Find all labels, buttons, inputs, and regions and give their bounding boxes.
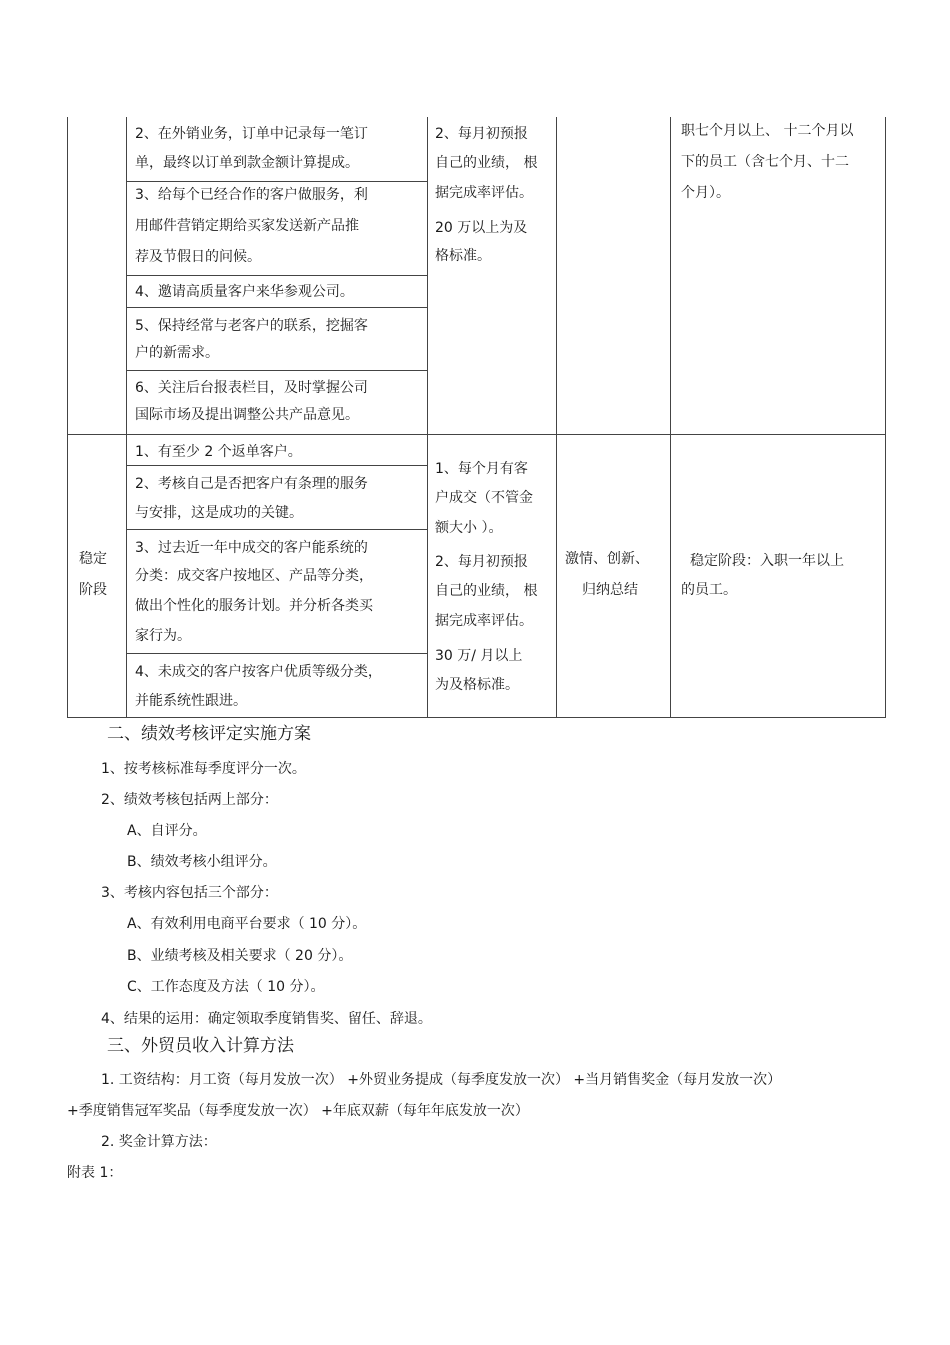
stable-standard-line6: 据完成率评估。 xyxy=(435,613,533,629)
row-line xyxy=(126,653,427,654)
stable-standard-line2: 户成交（不管金 xyxy=(435,490,533,506)
bonus-method: 2. 奖金计算方法： xyxy=(101,1134,217,1150)
section2-item: B、业绩考核及相关要求（ 20 分）。 xyxy=(127,948,353,964)
upper-standard-line1: 2、每月初预报 xyxy=(435,126,528,142)
section2-item: 4、结果的运用：确定领取季度销售奖、留任、辞退。 xyxy=(101,1011,432,1027)
row-line xyxy=(126,307,427,308)
stable-standard-line3: 额大小 ）。 xyxy=(435,520,503,536)
upper-period-line1: 职七个月以上、 十二个月以 xyxy=(681,123,854,139)
task-3-line2: 用邮件营销定期给买家发送新产品推 xyxy=(135,218,359,234)
upper-standard-line4: 20 万以上为及 xyxy=(435,220,528,236)
stable-standard-line8: 为及格标准。 xyxy=(435,677,519,693)
stable-task-2-line1: 2、考核自己是否把客户有条理的服务 xyxy=(135,476,368,492)
section2-item: 2、绩效考核包括两上部分： xyxy=(101,792,278,808)
task-4: 4、邀请高质量客户来华参观公司。 xyxy=(135,284,354,300)
task-6-line2: 国际市场及提出调整公共产品意见。 xyxy=(135,407,359,423)
upper-period-line2: 下的员工（含七个月、十二 xyxy=(681,154,849,170)
section2-item: 3、考核内容包括三个部分： xyxy=(101,885,278,901)
upper-standard-line2: 自己的业绩， 根 xyxy=(435,155,538,171)
salary-structure-line2: +季度销售冠军奖品（每季度发放一次） +年底双薪（每年年底发放一次） xyxy=(67,1103,529,1119)
upper-standard-line5: 格标准。 xyxy=(435,248,491,264)
task-6-line1: 6、关注后台报表栏目，及时掌握公司 xyxy=(135,380,368,396)
task-2-line1: 2、在外销业务，订单中记录每一笔订 xyxy=(135,126,368,142)
stable-task-1: 1、有至少 2 个返单客户。 xyxy=(135,444,302,460)
task-3-line1: 3、给每个已经合作的客户做服务，利 xyxy=(135,187,368,203)
section3-title: 三、外贸员收入计算方法 xyxy=(107,1036,294,1056)
row-line xyxy=(126,370,427,371)
appendix-label: 附表 1： xyxy=(67,1165,123,1181)
stage-label-line1: 稳定 xyxy=(79,551,107,567)
stable-task-3-line4: 家行为。 xyxy=(135,628,191,644)
section2-item: A、自评分。 xyxy=(127,823,207,839)
upper-period-line3: 个月）。 xyxy=(681,185,730,201)
table-divider-tasks xyxy=(427,117,428,718)
table-border-left xyxy=(67,117,68,718)
stable-standard-line5: 自己的业绩， 根 xyxy=(435,583,538,599)
task-3-line3: 荐及节假日的问候。 xyxy=(135,249,261,265)
stable-task-3-line2: 分类：成交客户按地区、产品等分类， xyxy=(135,568,373,584)
stable-task-2-line2: 与安排，这是成功的关键。 xyxy=(135,505,303,521)
stable-task-3-line3: 做出个性化的服务计划。并分析各类买 xyxy=(135,598,373,614)
stable-attitude-line2: 归纳总结 xyxy=(582,582,638,598)
section2-item: C、工作态度及方法（ 10 分）。 xyxy=(127,979,325,995)
stage-separator xyxy=(67,434,886,435)
stable-standard-line4: 2、每月初预报 xyxy=(435,554,528,570)
stable-standard-line1: 1、每个月有客 xyxy=(435,461,528,477)
row-line xyxy=(126,529,427,530)
section2-item: B、绩效考核小组评分。 xyxy=(127,854,277,870)
task-5-line2: 户的新需求。 xyxy=(135,345,219,361)
stable-task-4-line1: 4、未成交的客户按客户优质等级分类， xyxy=(135,664,382,680)
section2-item: 1、按考核标准每季度评分一次。 xyxy=(101,761,306,777)
stage-label-line2: 阶段 xyxy=(79,582,107,598)
stable-standard-line7: 30 万/ 月以上 xyxy=(435,648,523,664)
stable-period-line2: 的员工。 xyxy=(681,582,737,598)
salary-structure-line1: 1. 工资结构：月工资（每月发放一次） +外贸业务提成（每季度发放一次） +当月销售奖金（每月发放一次） xyxy=(101,1072,782,1088)
stable-task-3-line1: 3、过去近一年中成交的客户能系统的 xyxy=(135,540,368,556)
row-line xyxy=(126,275,427,276)
section2-title: 二、绩效考核评定实施方案 xyxy=(107,724,311,744)
upper-standard-line3: 据完成率评估。 xyxy=(435,185,533,201)
table-border-bottom xyxy=(67,717,886,718)
stable-task-4-line2: 并能系统性跟进。 xyxy=(135,693,247,709)
stable-period-line1: 稳定阶段：入职一年以上 xyxy=(690,553,844,569)
table-divider-attitude xyxy=(670,117,671,718)
table-divider-standard xyxy=(556,117,557,718)
stable-attitude-line1: 激情、创新、 xyxy=(565,551,649,567)
task-5-line1: 5、保持经常与老客户的联系，挖掘客 xyxy=(135,318,368,334)
table-divider-stage xyxy=(126,117,127,718)
task-2-line2: 单，最终以订单到款金额计算提成。 xyxy=(135,155,359,171)
table-border-right xyxy=(885,117,886,718)
section2-item: A、有效利用电商平台要求（ 10 分）。 xyxy=(127,916,367,932)
